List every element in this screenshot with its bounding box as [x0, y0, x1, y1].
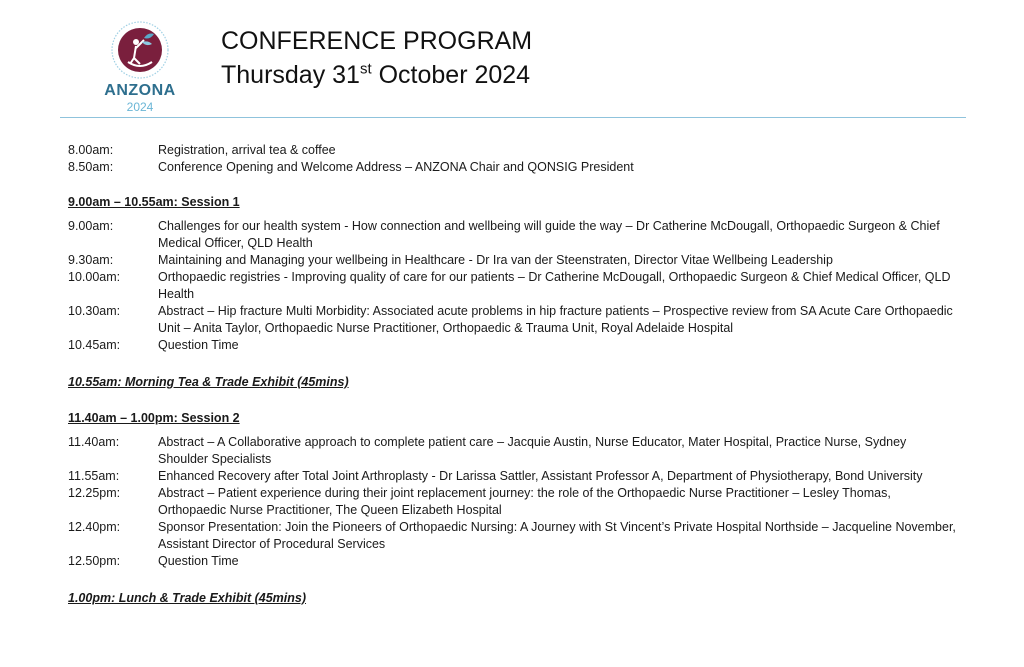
- schedule-time: 10.45am:: [68, 338, 121, 352]
- lunch-break: 1.00pm: Lunch & Trade Exhibit (45mins): [68, 591, 307, 605]
- schedule-time: 8.00am:: [68, 143, 114, 157]
- schedule-desc: Question Time: [158, 338, 239, 352]
- schedule-desc: Sponsor Presentation: Join the Pioneers of Orthopaedic Nursing: A Journey with St Vincent’s Private Hospital Northside – Jacqueline November, Assistant Director of Procedural Services: [158, 520, 956, 551]
- schedule-time: 12.25pm:: [68, 486, 121, 500]
- schedule-time: 9.00am:: [68, 219, 114, 233]
- morning-tea-break: 10.55am: Morning Tea & Trade Exhibit (45mins): [68, 375, 349, 389]
- schedule-desc: Challenges for our health system - How connection and wellbeing will guide the way – Dr Catherine McDougall, Orthopaedic Surgeon & Chief Medical Officer, QLD Health: [158, 219, 940, 250]
- page-subtitle-date: Thursday 31st October 2024: [221, 60, 531, 89]
- schedule-desc: Orthopaedic registries - Improving quality of care for our patients – Dr Catherine McDougall, Orthopaedic Surgeon & Chief Medical Officer, QLD Health: [158, 270, 951, 301]
- schedule-time: 9.30am:: [68, 253, 114, 267]
- schedule-row: [68, 269, 958, 303]
- session-2-heading: 11.40am – 1.00pm: Session 2: [68, 411, 240, 425]
- program-body: [68, 142, 958, 607]
- schedule-time: 11.55am:: [68, 469, 120, 483]
- schedule-row: [68, 337, 958, 354]
- schedule-desc: Abstract – Hip fracture Multi Morbidity: Associated acute problems in hip fracture patients – Prospective review from SA Acute Care Orthopaedic Unit – Anita Taylor, Orthopaedic Nurse Practitioner, Orthopaedic & Trauma Unit, Royal Adelaide Hospital: [158, 304, 953, 335]
- schedule-row: [68, 553, 958, 570]
- logo-year: 2024: [126, 100, 154, 114]
- schedule-row: [68, 468, 958, 485]
- page-title: CONFERENCE PROGRAM: [221, 27, 533, 55]
- schedule-time: 10.00am:: [68, 270, 121, 284]
- schedule-row: [68, 485, 958, 519]
- anzona-logo: [98, 12, 182, 112]
- schedule-desc: Abstract – A Collaborative approach to complete patient care – Jacquie Austin, Nurse Educator, Mater Hospital, Practice Nurse, Sydney Shoulder Specialists: [158, 435, 907, 466]
- schedule-row: [68, 519, 958, 553]
- session-1-heading: 9.00am – 10.55am: Session 1: [68, 195, 240, 209]
- schedule-desc: Abstract – Patient experience during their joint replacement journey: the role of the Orthopaedic Nurse Practitioner – Lesley Thomas, Orthopaedic Nurse Practitioner, The Queen Elizabeth Hospital: [158, 486, 891, 517]
- schedule-time: 10.30am:: [68, 304, 121, 318]
- schedule-row: [68, 434, 958, 468]
- schedule-desc: Registration, arrival tea & coffee: [158, 143, 336, 157]
- schedule-time: 8.50am:: [68, 160, 114, 174]
- schedule-desc: Maintaining and Managing your wellbeing in Healthcare - Dr Ira van der Steenstraten, Director Vitae Wellbeing Leadership: [158, 253, 833, 267]
- schedule-desc: Conference Opening and Welcome Address – ANZONA Chair and QONSIG President: [158, 160, 634, 174]
- header-divider: [60, 117, 966, 118]
- schedule-row: [68, 303, 958, 337]
- schedule-row: [68, 218, 958, 252]
- schedule-time: 11.40am:: [68, 435, 120, 449]
- schedule-row: [68, 252, 958, 269]
- schedule-row: [68, 159, 958, 176]
- schedule-time: 12.50pm:: [68, 554, 121, 568]
- schedule-row: [68, 142, 958, 159]
- anzona-emblem-icon: [98, 12, 182, 84]
- schedule-desc: Question Time: [158, 554, 239, 568]
- schedule-time: 12.40pm:: [68, 520, 121, 534]
- schedule-desc: Enhanced Recovery after Total Joint Arthroplasty - Dr Larissa Sattler, Assistant Professor A, Department of Physiotherapy, Bond University: [158, 469, 923, 483]
- logo-wordmark: ANZONA: [104, 82, 176, 99]
